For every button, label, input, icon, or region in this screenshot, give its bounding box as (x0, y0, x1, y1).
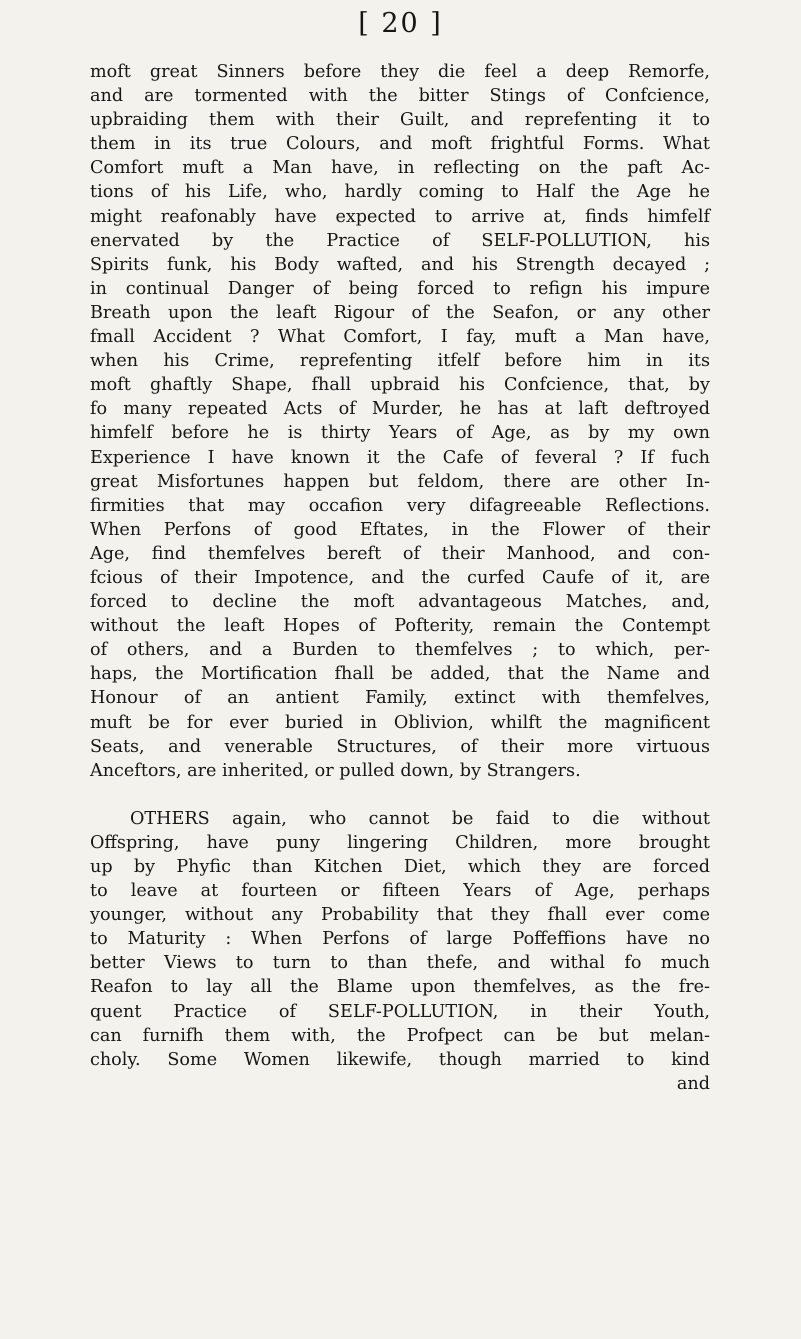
text-line: Experience I have known it the Cafe of feveral ? If fuch (90, 447, 710, 468)
text-line: great Misfortunes happen but feldom, there are other In- (90, 471, 710, 492)
text-line: tions of his Life, who, hardly coming to Half the Age he (90, 182, 710, 203)
text-line: Spirits funk, his Body wafted, and his Strength decayed ; (90, 254, 710, 275)
text-line: of others, and a Burden to themfelves ; to which, per- (90, 640, 710, 661)
text-line: to leave at fourteen or fifteen Years of Age, perhaps (90, 881, 710, 902)
text-line: fo many repeated Acts of Murder, he has at laft deftroyed (90, 399, 710, 420)
text-line: When Perfons of good Eftates, in the Flower of their (90, 519, 710, 540)
text-line: Comfort muft a Man have, in reflecting on the paft Ac- (90, 158, 710, 179)
text-line: in continual Danger of being forced to refign his impure (90, 278, 710, 299)
text-line: OTHERS again, who cannot be faid to die without (130, 808, 710, 829)
text-line: to Maturity : When Perfons of large Poffeffions have no (90, 929, 710, 950)
text-line: younger, without any Probability that they fhall ever come (90, 905, 710, 926)
text-line: Reafon to lay all the Blame upon themfelves, as the fre- (90, 977, 710, 998)
text-line: fcious of their Impotence, and the curfed Caufe of it, are (90, 567, 710, 588)
text-line: Honour of an antient Family, extinct with themfelves, (90, 688, 710, 709)
text-line: choly. Some Women likewife, though married to kind (90, 1049, 710, 1070)
text-line: Breath upon the leaft Rigour of the Seafon, or any other (90, 302, 710, 323)
text-line: them in its true Colours, and moft frightful Forms. What (90, 134, 710, 155)
text-line: up by Phyfic than Kitchen Diet, which they are forced (90, 857, 710, 877)
text-line: enervated by the Practice of SELF-POLLUTION, his (90, 230, 710, 251)
catchword: and (676, 1073, 710, 1094)
text-line: fmall Accident ? What Comfort, I fay, muft a Man have, (90, 327, 710, 348)
paragraph-1 (90, 60, 710, 783)
paragraph-gap (90, 783, 710, 807)
text-line: upbraiding them with their Guilt, and reprefenting it to (90, 110, 710, 131)
text-line: better Views to turn to than thefe, and withal fo much (90, 953, 710, 974)
text-line: when his Crime, reprefenting itfelf before him in its (90, 351, 710, 372)
body-text (90, 60, 710, 1096)
text-line: Anceftors, are inherited, or pulled down, by Strangers. (90, 760, 581, 781)
text-line: forced to decline the moft advantageous Matches, and, (90, 592, 710, 613)
text-line: Seats, and venerable Structures, of their more virtuous (90, 736, 710, 757)
text-line: Offspring, have puny lingering Children, more brought (90, 832, 710, 853)
text-line: muft be for ever buried in Oblivion, whilft the magnificent (90, 712, 710, 733)
text-line: moft great Sinners before they die feel a deep Remorfe, (90, 62, 710, 82)
text-line: himfelf before he is thirty Years of Age, as by my own (90, 423, 710, 444)
text-line: might reafonably have expected to arrive at, finds himfelf (90, 206, 710, 227)
text-line: haps, the Mortification fhall be added, that the Name and (90, 664, 710, 685)
text-line: can furnifh them with, the Profpect can be but melan- (90, 1025, 710, 1046)
text-line: moft ghaftly Shape, fhall upbraid his Confcience, that, by (90, 375, 710, 396)
text-line: without the leaft Hopes of Pofterity, remain the Contempt (90, 616, 710, 637)
text-line: firmities that may occafion very difagreeable Reflections. (90, 495, 710, 516)
text-line: quent Practice of SELF-POLLUTION, in their Youth, (90, 1001, 710, 1022)
paragraph-2 (90, 807, 710, 1072)
text-line: and are tormented with the bitter Stings of Confcience, (90, 86, 710, 107)
text-line: Age, find themfelves bereft of their Manhood, and con- (90, 543, 710, 564)
page-number: [ 20 ] (358, 8, 443, 39)
